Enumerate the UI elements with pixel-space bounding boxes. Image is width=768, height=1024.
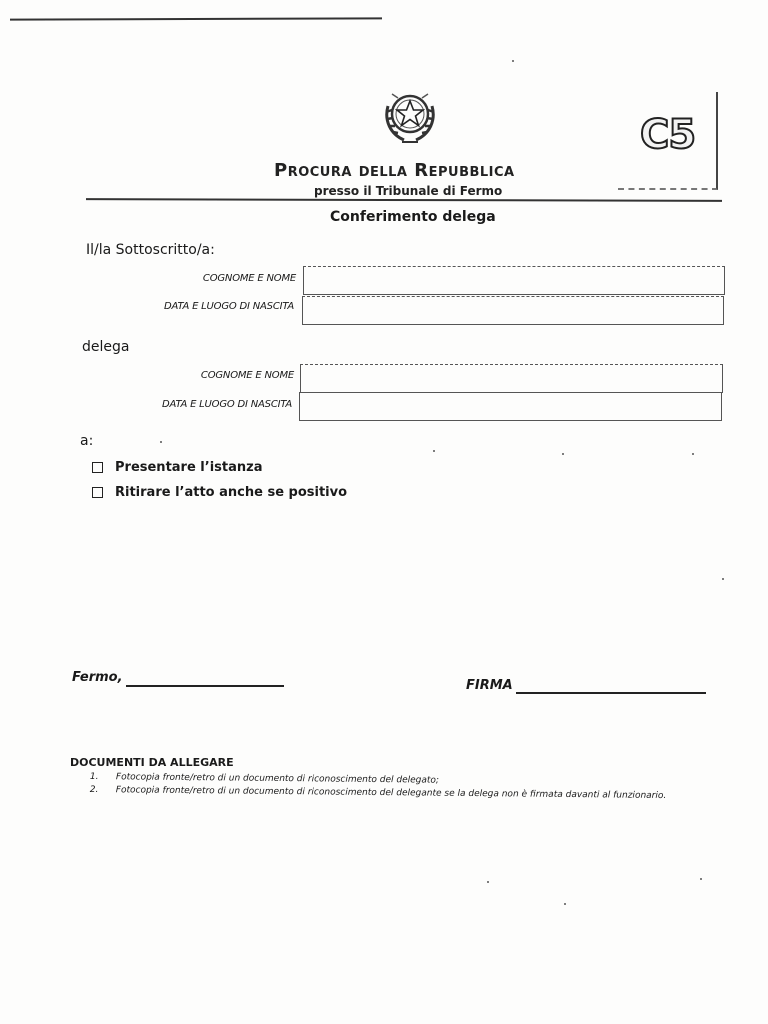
scan-speck [722, 578, 724, 580]
list-item-text: Fotocopia fronte/retro di un documento di riconoscimento del delegante se la delega non è firmata davanti al funzionario. [115, 785, 667, 802]
scan-edge-line [10, 17, 382, 20]
checkbox-ritirare[interactable] [92, 487, 103, 498]
signature-label: FIRMA [466, 678, 513, 693]
list-item-number: 1. [89, 771, 99, 783]
attachments-heading: DOCUMENTI DA ALLEGARE [70, 756, 234, 769]
delega-text: delega [82, 339, 130, 355]
delegate-birth-input[interactable] [300, 393, 721, 420]
signature-line[interactable] [516, 692, 706, 694]
delegator-birth-field[interactable] [302, 296, 724, 325]
scan-speck [512, 60, 514, 62]
option-ritirare[interactable] [92, 485, 347, 500]
list-item-text: Fotocopia fronte/retro di un documento di riconoscimento del delegato; [115, 772, 440, 786]
italian-republic-emblem-icon [378, 86, 442, 152]
intro-text: Il/la Sottoscritto/a: [86, 242, 215, 258]
header-divider [86, 198, 722, 202]
list-item-number: 2. [89, 784, 99, 796]
a-text: a: [80, 433, 94, 449]
place-label: Fermo, [72, 670, 123, 685]
delegate-birth-label: DATA E LUOGO DI NASCITA [162, 399, 292, 410]
scan-speck [564, 903, 566, 905]
office-subtitle: presso il Tribunale di Fermo [314, 184, 503, 198]
form-code: C5 [640, 112, 696, 158]
document-heading: Conferimento delega [330, 209, 496, 225]
delegator-name-input[interactable] [304, 267, 724, 294]
delegator-birth-input[interactable] [303, 297, 723, 324]
scan-speck [433, 450, 435, 452]
delegator-name-label: COGNOME E NOME [202, 273, 296, 284]
delegator-birth-label: DATA E LUOGO DI NASCITA [164, 301, 294, 312]
delegate-name-field[interactable] [300, 364, 723, 393]
checkbox-presentare[interactable] [92, 462, 103, 473]
office-title: Procura della Repubblica [274, 160, 515, 181]
date-line[interactable] [126, 685, 284, 687]
scan-speck [160, 441, 162, 443]
option-presentare-label: Presentare l’istanza [115, 460, 263, 475]
option-presentare[interactable] [92, 460, 262, 475]
scan-speck [487, 881, 489, 883]
scan-speck [562, 453, 564, 455]
attachments-list [90, 771, 714, 804]
scan-speck [700, 878, 702, 880]
scan-speck [692, 453, 694, 455]
delegate-name-label: COGNOME E NOME [200, 370, 294, 381]
delegate-name-input[interactable] [301, 365, 722, 392]
option-ritirare-label: Ritirare l’atto anche se positivo [115, 485, 348, 500]
delegate-birth-field[interactable] [299, 392, 722, 421]
delegator-name-field[interactable] [303, 266, 725, 295]
